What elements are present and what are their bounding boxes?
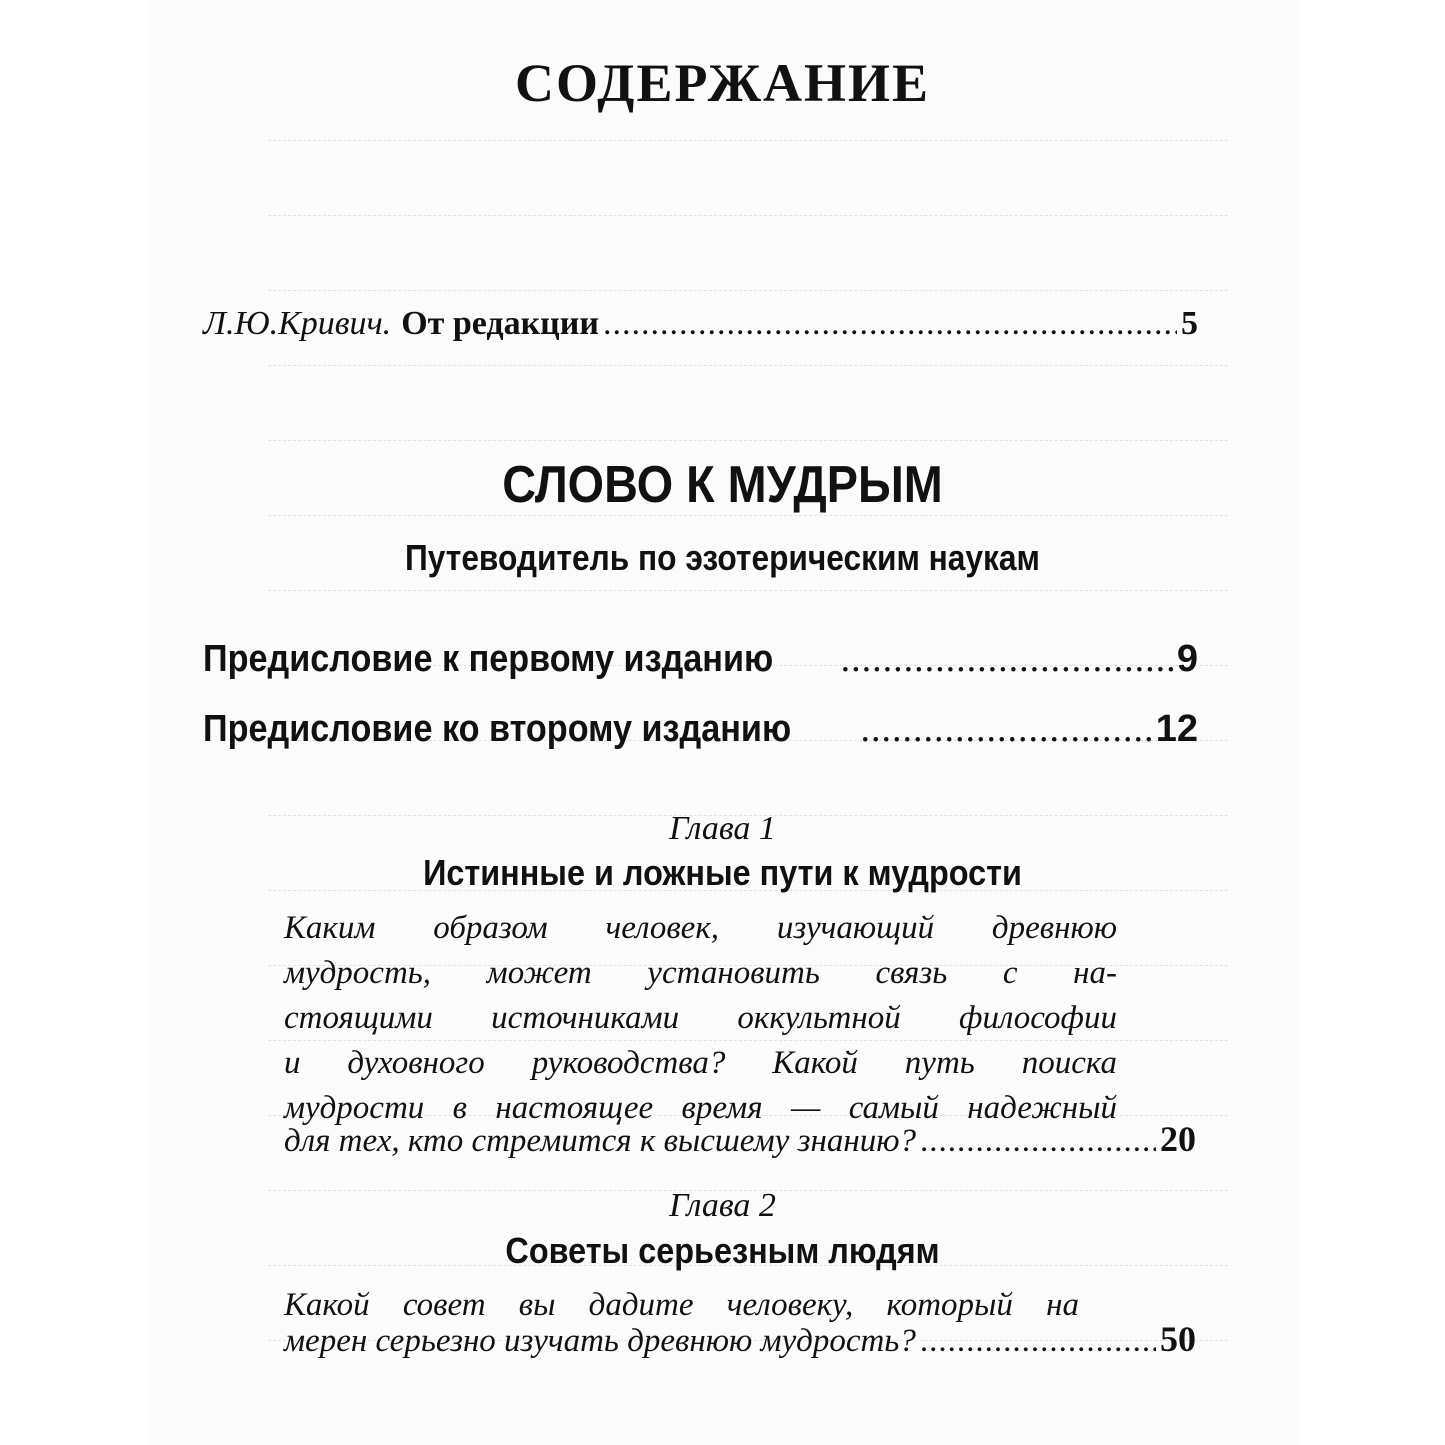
- chapter-1-last-line[interactable]: [284, 1118, 1196, 1160]
- preface-title: Предисловие к первому изданию: [203, 638, 774, 680]
- leader-dots: [920, 1323, 1156, 1360]
- contents-heading: СОДЕРЖАНИЕ: [515, 53, 930, 113]
- leader-dots: [603, 305, 1177, 343]
- chapter-2-description-line: Какой совет вы дадите человеку, который на: [284, 1287, 1079, 1323]
- chapter-2-label: Глава 2: [669, 1187, 776, 1224]
- chapter-2-title[interactable]: Советы серьезным людям: [505, 1230, 940, 1271]
- bleed-through-line: [268, 515, 1228, 526]
- bleed-through-line: [268, 440, 1228, 451]
- leader-dots: [920, 1123, 1156, 1160]
- editorial-title: От редакции: [401, 305, 599, 342]
- chapter-1-description-line: мудрости в настоящее время — самый надежный: [284, 1090, 1117, 1126]
- chapter-1-title[interactable]: Истинные и ложные пути к мудрости: [423, 852, 1022, 893]
- chapter-1-description-line: стоящими источниками оккультной философии: [284, 1000, 1117, 1036]
- bleed-through-line: [268, 365, 1228, 376]
- toc-entry-preface-1[interactable]: [203, 637, 1198, 681]
- editorial-author: Л.Ю.Кривич.: [203, 305, 392, 342]
- chapter-1-description-line: и духовного руководства? Какой путь поиска: [284, 1045, 1117, 1081]
- page-number: 5: [1181, 305, 1198, 342]
- page-number: 12: [1155, 708, 1198, 750]
- section-subtitle: Путеводитель по эзотерическим наукам: [405, 537, 1040, 578]
- page-number: 20: [1160, 1119, 1196, 1159]
- leader-dots: [861, 707, 1152, 751]
- leader-dots: [841, 637, 1173, 681]
- toc-entry-preface-2[interactable]: [203, 707, 1198, 751]
- chapter-1-description-line: для тех, кто стремится к высшему знанию?: [284, 1123, 916, 1159]
- chapter-1-description-line: Каким образом человек, изучающий древнюю: [284, 910, 1117, 946]
- chapter-1-description-line: мудрость, может установить связь с на-: [284, 955, 1117, 991]
- chapter-2-description-line: мерен серьезно изучать древнюю мудрость?: [284, 1323, 916, 1359]
- bleed-through-line: [268, 590, 1228, 601]
- bleed-through-line: [268, 140, 1228, 151]
- toc-entry-editorial[interactable]: [203, 305, 1198, 343]
- bleed-through-line: [268, 215, 1228, 226]
- bleed-through-line: [268, 290, 1228, 301]
- preface-title: Предисловие ко второму изданию: [203, 708, 792, 750]
- chapter-2-last-line[interactable]: [284, 1318, 1196, 1360]
- chapter-1-label: Глава 1: [669, 810, 776, 847]
- page-number: 50: [1160, 1319, 1196, 1359]
- page-number: 9: [1176, 638, 1198, 680]
- section-title: СЛОВО К МУДРЫМ: [502, 456, 943, 514]
